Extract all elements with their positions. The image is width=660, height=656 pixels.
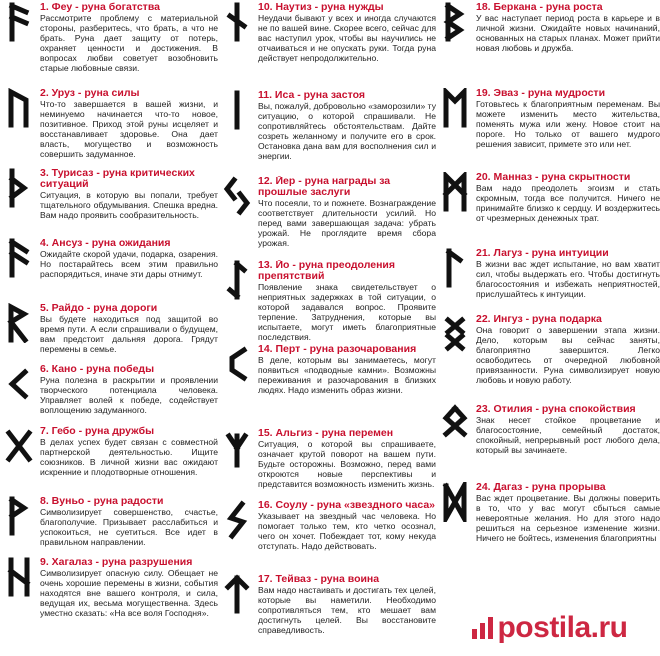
ehwaz-rune-icon [438,88,472,128]
ingwaz-rune-icon [438,314,472,354]
rune-title: 19. Эваз - руна мудрости [476,88,606,99]
rune-title: 10. Наутиз - руна нужды [258,2,384,13]
rune-description: Готовьтесь к благоприятным переменам. Вы можете изменить место жительства, поменять мужа или жену. Новое стоит на пороге. Но только от вашего мудрого решения зависит, примете это или нет. [476,99,660,149]
berkana-rune-icon [438,2,472,42]
rune-title: 16. Соулу - руна «звездного часа» [258,500,435,511]
rune-entry-4 [0,238,218,302]
othala-rune-icon [438,404,472,444]
rune-title: 14. Перт - руна разочарования [258,344,417,355]
rune-description: Вас ждет процветание. Вы должны поверить в то, что у вас могут сбыться самые невероятные желания. Но для этого надо решиться на серьезное изменение жизни. Ничего не бойтесь, изменения благоприятны [476,493,660,543]
rune-title: 9. Хагалаз - руна разрушения [40,557,193,568]
rune-title: 5. Райдо - руна дороги [40,303,158,314]
ansuz-rune-icon [2,238,36,278]
rune-entry-16 [218,500,436,572]
kenaz-rune-icon [2,364,36,404]
watermark-text: postila.ru [497,611,628,644]
uruz-rune-icon [2,88,36,128]
rune-description: Руна полезна в раскрытии и проявлении творческого потенциала человека. Управляет волей к победе, содействует воплощению задуманного. [40,375,218,415]
eihwaz-rune-icon [220,260,254,300]
rune-entry-10 [218,2,436,90]
rune-title: 2. Уруз - руна силы [40,88,140,99]
rune-entry-5 [0,303,218,363]
watermark [440,600,660,656]
rune-title: 8. Вуньо - руна радости [40,496,164,507]
rune-description: Знак несет стойкое процветание и благосостояние, семейный достаток, спокойный, непрерывный рост любого дела, который вы зачинаете. [476,415,660,455]
wunjo-rune-icon [2,496,36,536]
rune-description: В жизни вас ждет испытание, но вам хватит сил, чтобы выдержать его. Чтобы достигнуть благосостояния и избежать неприятностей, прислушайтесь к интуиции. [476,259,660,299]
thurisaz-rune-icon [2,168,36,208]
rune-description: Символизирует опасную силу. Обещает не очень хорошие перемены в жизни, события находятся вне вашего контроля, и сила, ведущая их, весьма могущественна. Здесь уместно сказать: «На все воля Господня». [40,568,218,618]
rune-title: 17. Тейваз - руна воина [258,574,380,585]
rune-entry-11 [218,90,436,174]
rune-description: Что посеяли, то и пожнете. Вознаграждение соответствует длительности усилий. Но перед вами завершающая задача: убрать урожай. Не проглядите время сбора урожая. [258,198,436,248]
rune-entry-22 [436,314,660,404]
rune-description: Вам надо настаивать и достигать тех целей, которые вы наметили. Необходимо сопротивляться тем, кто мешает вам достигнуть целей. Вы восстановите справедливость. [258,585,436,635]
rune-entry-2 [0,88,218,168]
rune-title: 12. Йер - руна награды за прошлые заслуги [258,176,391,198]
rune-description: Вы, пожалуй, добровольно «заморозили» ту ситуацию, о которой спрашивали. Не сопротивляйтесь обстоятельствам. Дайте созреть желанному и получите его в срок. Остановка дана вам для восполнения сил и энергии. [258,101,436,161]
rune-title: 18. Беркана - руна роста [476,2,603,13]
rune-title: 3. Турисаз - руна критических ситуаций [40,168,195,190]
tiwaz-rune-icon [220,574,254,614]
fehu-rune-icon [2,2,36,42]
rune-entry-12 [218,176,436,258]
rune-title: 24. Дагаз - руна прорыва [476,482,606,493]
rune-entry-24 [436,482,660,578]
rune-title: 4. Ансуз - руна ожидания [40,238,171,249]
rune-entry-14 [218,344,436,424]
rune-description: Символизирует совершенство, счастье, благополучие. Призывает расслабиться и успокоиться, не суетиться. Все идет в правильном направлении. [40,507,218,547]
rune-title: 6. Кано - руна победы [40,364,155,375]
rune-description: Ситуация, в которую вы попали, требует тщательного обдумывания. Спешка вредна. Вам надо проявить сообразительность. [40,190,218,220]
rune-entry-19 [436,88,660,170]
rune-description: Что-то завершается в вашей жизни, и неминуемо начинается что-то новое, позитивное. Приход этой руны исцеляет и восстанавливает здоровье. Она дает власть, могущество и возможность совершить задуманное. [40,99,218,159]
rune-entry-8 [0,496,218,556]
rune-description: Рассмотрите проблему с материальной стороны, разберитесь, что брать, а что не брать. Руна дает защиту от потерь, охраняет ценности и достижения. В вопросах любви советует возобновить старые любовные связи. [40,13,218,73]
rune-title: 13. Йо - руна преодоления препятствий [258,260,396,282]
rune-description: В делах успех будет связан с совместной партнерской деятельностью. Ищите союзников. В личной жизни вас ожидают искренние и плодотворные отношения. [40,437,218,477]
rune-entry-3 [0,168,218,236]
column-2 [218,0,436,656]
rune-entry-6 [0,364,218,424]
mannaz-rune-icon [438,172,472,212]
rune-entry-9 [0,557,218,656]
rune-entry-15 [218,428,436,498]
rune-description: Появление знака свидетельствует о неприятных задержках в той ситуации, о которой задавался вопрос. Проявите терпение. Затруднения, которые вы испытаете, могут иметь благоприятные последствия. [258,282,436,342]
watermark-logo-icon [472,617,493,639]
gebo-rune-icon [2,426,36,466]
rune-entry-23 [436,404,660,480]
rune-description: Ситуация, о которой вы спрашиваете, означает крутой поворот на вашем пути. Будьте осторожны. Возможно, перед вами откроются новые перспективы и представится возможность изменить жизнь. [258,439,436,489]
sowilo-rune-icon [220,500,254,540]
perthro-rune-icon [220,344,254,384]
rune-description: Указывает на звездный час человека. Но помогает только тем, кто четко осознал, чего он хочет. Побеждает тот, кому некуда отступать. Надо действовать. [258,511,436,551]
rune-description: Она говорит о завершении этапа жизни. Дело, которым вы сейчас заняты, благоприятно завершится. Легко освободитесь от очередной любовной привязанности. Руна символизирует новую любовь и новую работу. [476,325,660,385]
rune-title: 11. Иса - руна застоя [258,90,365,101]
rune-entry-21 [436,248,660,308]
rune-description: Ожидайте скорой удачи, подарка, озарения. Но постарайтесь всем этим правильно распорядиться, иначе эти дары отнимут. [40,249,218,279]
nauthiz-rune-icon [220,2,254,42]
rune-title: 7. Гебо - руна дружбы [40,426,155,437]
rune-description: Вы будете находиться под защитой во время пути. А если спрашивали о будущем, вам предстоит дальняя дорога. Грядут перемены в семье. [40,314,218,354]
dagaz-rune-icon [438,482,472,522]
rune-entry-13 [218,260,436,342]
rune-entry-1 [0,2,218,88]
raido-rune-icon [2,303,36,343]
rune-title: 23. Отилия - руна спокойствия [476,404,636,415]
column-1 [0,0,218,656]
hagalaz-rune-icon [2,557,36,597]
jera-rune-icon [220,176,254,216]
rune-entry-18 [436,2,660,68]
laguz-rune-icon [438,248,472,288]
column-3 [436,0,660,656]
isa-rune-icon [220,90,254,130]
rune-title: 1. Феу - руна богатства [40,2,160,13]
rune-entry-7 [0,426,218,494]
rune-title: 15. Альгиз - руна перемен [258,428,394,439]
rune-entry-17 [218,574,436,656]
rune-description: У вас наступает период роста в карьере и в личной жизни. Ожидайте новых начинаний, основанных на старых планах. Может прийти новая любовь и дружба. [476,13,660,53]
rune-entry-20 [436,172,660,246]
rune-title: 22. Ингуз - руна подарка [476,314,602,325]
rune-description: В деле, которым вы занимаетесь, могут появиться «подводные камни». Возможны переживания и разочарования в близких людях. Надо изменить образ жизни. [258,355,436,395]
rune-description: Вам надо преодолеть эгоизм и стать скромным, тогда все получится. Ничего не принимайте близко к сердцу. И воздержитесь от чрезмерных денежных трат. [476,183,660,223]
rune-description: Неудачи бывают у всех и иногда случаются не по вашей вине. Скорее всего, сейчас для вас наступил урок, чтобы вы научились не отчаиваться и не опускать руки. Тогда руна действует непродолжительно. [258,13,436,63]
rune-title: 20. Манназ - руна скрытности [476,172,631,183]
algiz-rune-icon [220,428,254,468]
rune-title: 21. Лагуз - руна интуиции [476,248,609,259]
